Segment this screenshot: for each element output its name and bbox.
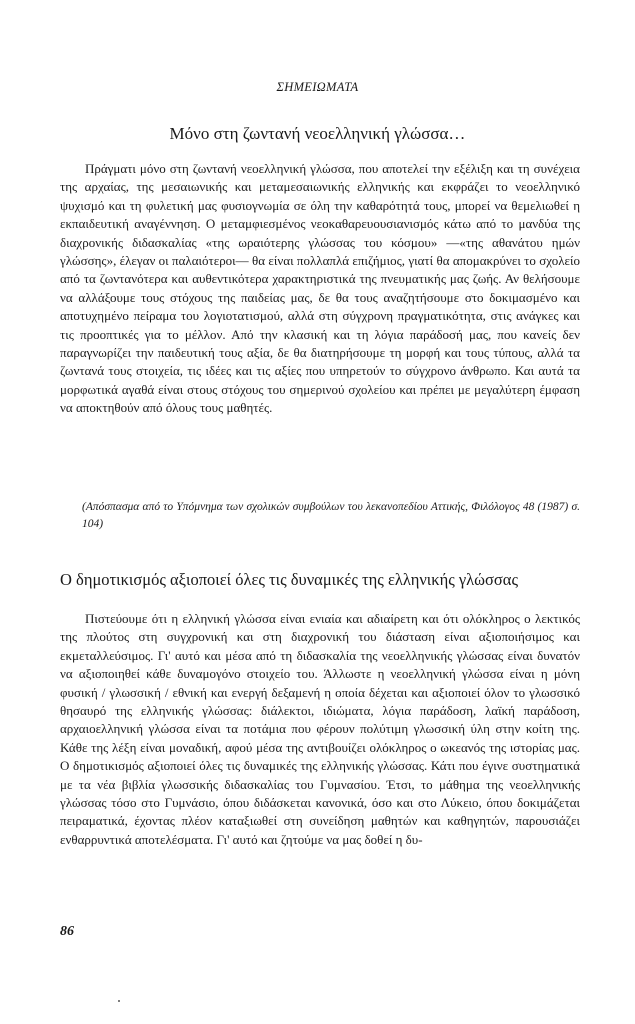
section-2-body [60,610,580,849]
section-2-paragraph: Πιστεύουμε ότι η ελληνική γλώσσα είναι ενιαία και αδιαίρετη και ότι ολόκληρος ο λεκτικός της πλούτος στη συγχρονική και στη διαχρονική του διάσταση είναι αξιοποιήσιμος και εκμεταλλεύσιμος. Γι' αυτό και μέσα από τη διδασκαλία της νεοελληνικής γλώσσας είναι δυνατόν να αξιοποιηθεί κάθε δυναμογόνο στοιχείο του. Άλλωστε η νεοελληνική γλώσσα είναι η μόνη φυσική / γλωσσική / εθνική και ενεργή δεξαμενή η οποία δέχεται και αξιοποιεί όλον το γλωσσικό θησαυρό της ελληνικής γλώσσας: διάλεκτοι, ιδιώματα, λόγια παράδοση, λαϊκή παράδοση, αρχαιοελληνική γλώσσα είναι τα ποτάμια που φέρουν πολύτιμη γλωσσική ύλη στην κοίτη της. Κάθε της λέξη είναι μοναδική, αφού μέσα της αντιβουίζει ολόκληρος ο ωκεανός της ιστορίας μας. Ο δημοτικισμός αξιοποιεί όλες τις δυναμικές της ελληνικής γλώσσας. Κάτι που έγινε συστηματικά με τα νέα βιβλία γλωσσικής διδασκαλίας του Γυμνασίου. Έτσι, το μάθημα της νεοελληνικής γλώσσας τόσο στο Γυμνάσιο, όπου διδάσκεται κανονικά, όσο και στο Λύκειο, όπου δοκιμάζεται πειραματικά, έχοντας πλέον καταξιωθεί στη συνείδηση μαθητών και καθηγητών, παρουσιάζει ενθαρρυντικά αποτελέσματα. Γι' αυτό και ζητούμε να μας δοθεί η δυ- [60,611,580,847]
section-1-body [60,160,580,418]
page-number: 86 [60,924,74,939]
section-1-citation: (Απόσπασμα από το Υπόμνημα των σχολικών συμβούλων του λεκανοπεδίου Αττικής, Φιλόλογος 48 (1987) σ. 104) [82,501,580,530]
running-header: ΣΗΜΕΙΩΜΑΤΑ [276,80,359,94]
section-1-paragraph: Πράγματι μόνο στη ζωντανή νεοελληνική γλώσσα, που αποτελεί την εξέλιξη και τη συνέχεια της αρχαίας, της μεσαιωνικής και μεταμεσαιωνικής ελληνικής και εκφράζει το νεοελληνικό ψυχισμό και τη φυλετική μας φυσιογνωμία σε όλη την καθαρότητά τους, μπορεί να θεμελιωθεί η εκπαιδευτική αναγέννηση. Ο μεταμφιεσμένος νεοκαθαρευουσιανισμός κάτω από το μανδύα της διαχρονικής διδασκαλίας «της ωραιότερης γλώσσας του κόσμου» —«της αθανάτου ημών γλώσσης», έλεγαν οι παλαιότεροι— θα είναι πολλαπλά επιζήμιος, γιατί θα απομακρύνει το σχολείο από τα ζωντανότερα και αυθεντικότερα χαρακτηριστικά της πνευματικής μας ζωής. Αν θελήσουμε να αλλάξουμε τους στόχους της παιδείας μας, δε θα τους αναζητήσουμε στο δοκιμασμένο και αποτυχημένο πείραμα του λογιοτατισμού, αλλά στη σύγχρονη πραγματικότητα, στις ανάγκες και τις προοπτικές για το μέλλον. Από την κλασική και τη λόγια παράδοσή μας, που κανείς δεν παραγνωρίζει την παιδευτική τους αξία, δε θα διατηρήσουμε τη μορφή και τους τύπους, αλλά τα ζωντανά τους στοιχεία, τις ιδέες και τις αξίες που υπηρετούν το σύγχρονο άνθρωπο. Και αυτά τα μορφωτικά αγαθά είναι στους στόχους του σημερινού σχολείου και πρέπει με μεγαλύτερη έμφαση να αποκτηθούν από όλους τους μαθητές. [60,161,580,416]
section-2-title: Ο δημοτικισμός αξιοποιεί όλες τις δυναμικές της ελληνικής γλώσσας [60,570,518,589]
scan-speck [118,1000,120,1002]
section-1-title: Μόνο στη ζωντανή νεοελληνική γλώσσα… [169,124,466,143]
